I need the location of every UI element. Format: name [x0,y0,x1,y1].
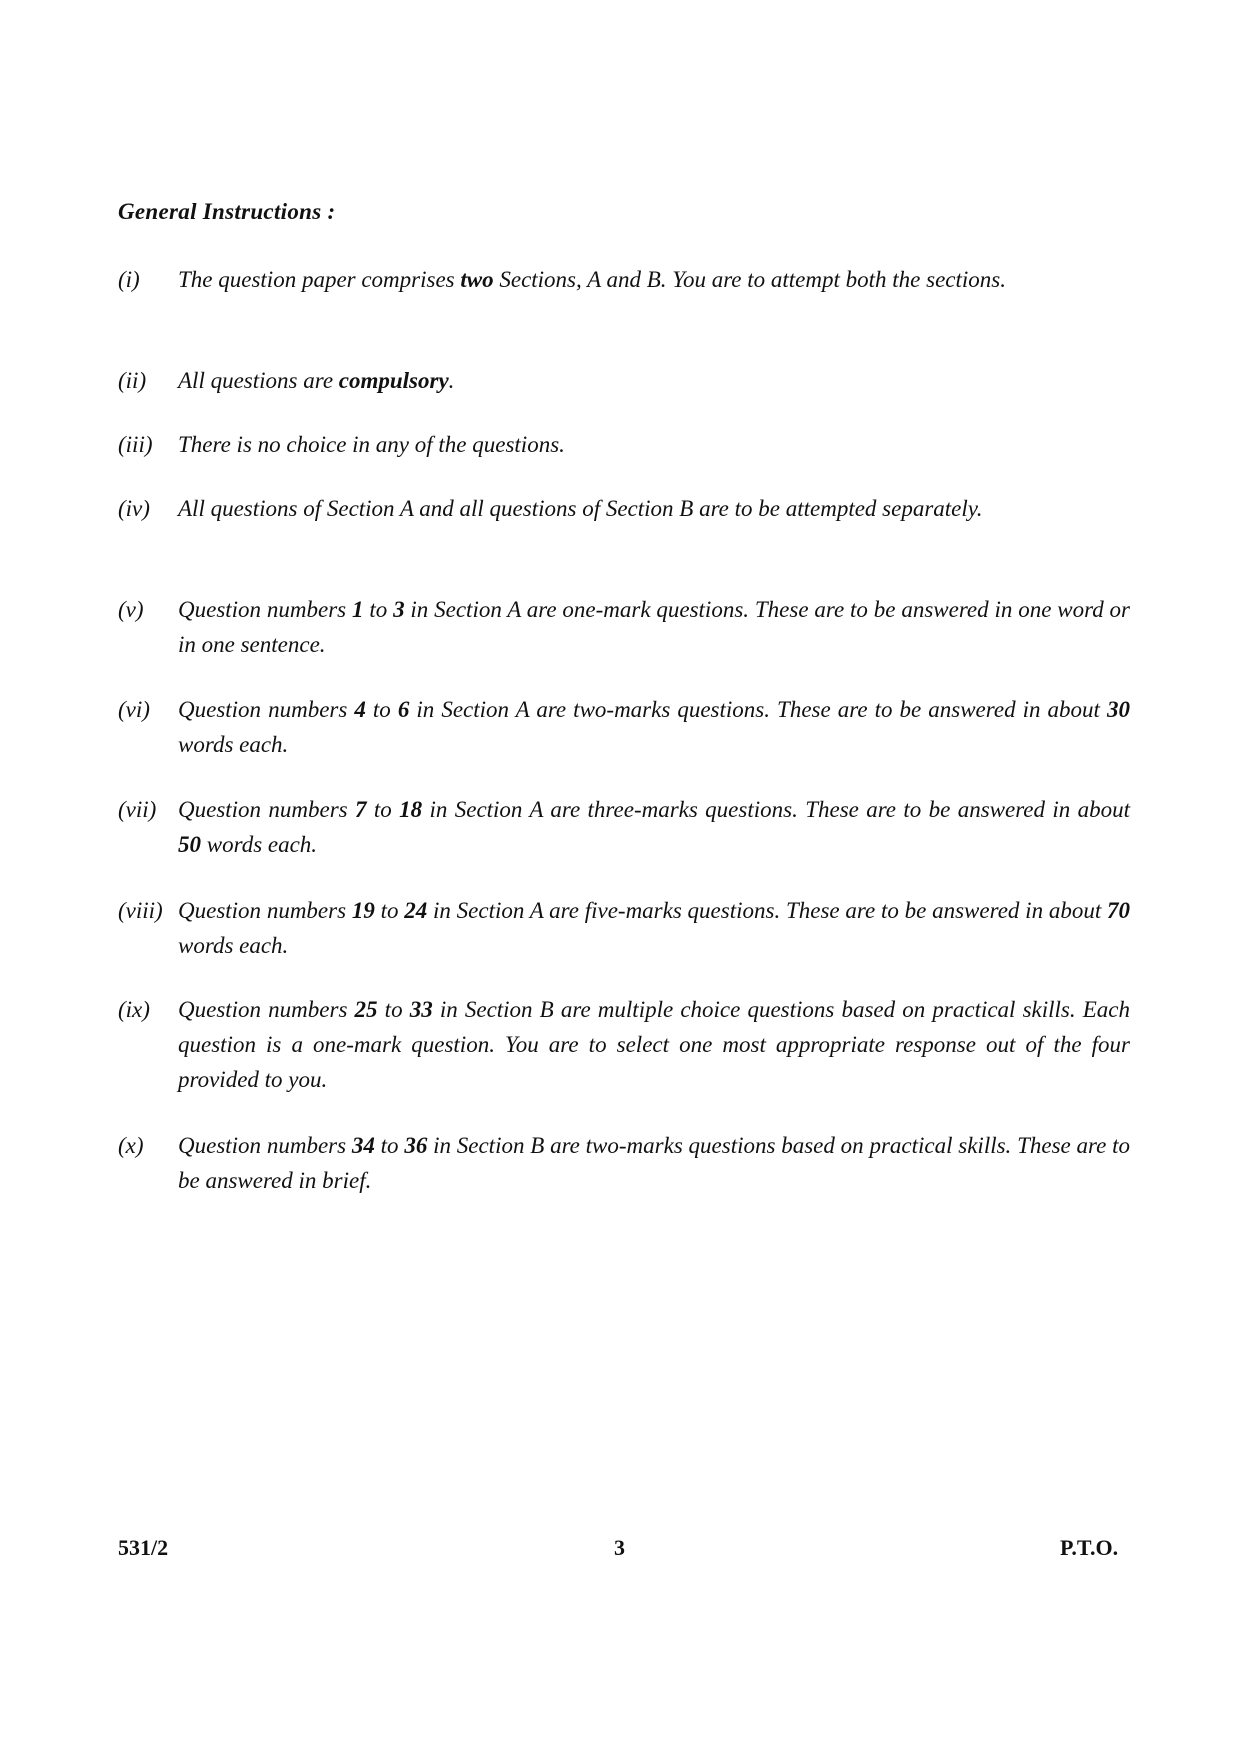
emphasis-text: 19 [351,898,375,923]
emphasis-text: 3 [393,597,405,622]
emphasis-text: 70 [1107,898,1130,923]
instruction-item [118,363,1130,398]
instruction-text [178,1128,1130,1198]
instruction-text [178,262,1130,297]
text-segment: Question numbers [178,997,355,1022]
text-segment: words each. [178,933,289,958]
emphasis-text: 50 [178,832,201,857]
text-segment: The question paper comprises [178,267,461,292]
instruction-text [178,792,1130,862]
instruction-text [178,427,1130,462]
instruction-number: (viii) [118,898,163,923]
instruction-text [178,992,1130,1097]
text-segment: to [363,597,394,622]
page-number: 3 [614,1535,625,1560]
instruction-text [178,592,1130,662]
instruction-item [118,992,1130,1097]
text-segment: to [374,1133,405,1158]
text-segment: to [365,697,398,722]
text-segment: All questions of Section A and all questions of Section B are to be attempted separately. [178,496,983,521]
text-segment: All questions are [178,368,339,393]
instruction-item [118,491,1130,526]
emphasis-text: 1 [351,597,364,622]
text-segment: in Section B are multiple choice questions based on practical skills. Each question is a one-mark question. You are to select one most appropriate response out of the four provided to you. [178,997,1130,1092]
instruction-number: (vi) [118,697,150,722]
emphasis-text: 7 [355,797,367,822]
text-segment: Question numbers [178,1133,352,1158]
emphasis-text: 24 [404,898,428,923]
emphasis-text: compulsory [338,368,449,393]
instruction-number: (ix) [118,997,150,1022]
instruction-item [118,893,1130,963]
instruction-item [118,1128,1130,1198]
text-segment: to [366,797,400,822]
text-segment: . [448,368,455,393]
instruction-item [118,692,1130,762]
instruction-number: (iii) [118,432,153,457]
instruction-number: (i) [118,267,140,292]
text-segment: in Section A are one-mark questions. These are to be answered in one word or in one sentence. [178,597,1131,657]
instruction-text [178,692,1130,762]
text-segment: to [377,997,410,1022]
text-segment: Question numbers [178,697,355,722]
emphasis-text: 18 [399,797,423,822]
text-segment: words each. [178,732,289,757]
general-instructions-heading: General Instructions : [118,199,336,224]
emphasis-text: 4 [354,697,366,722]
text-segment: Question numbers [178,597,352,622]
text-segment: Question numbers [178,797,355,822]
emphasis-text: 6 [397,697,410,722]
instruction-item [118,592,1130,662]
paper-code: 531/2 [118,1535,169,1560]
instruction-number: (ii) [118,368,147,393]
emphasis-text: 30 [1107,697,1130,722]
instruction-text [178,893,1130,963]
text-segment: in Section A are three-marks questions. These are to be answered in about [422,797,1131,822]
instruction-number: (vii) [118,797,157,822]
instruction-item [118,262,1130,297]
emphasis-text: two [460,267,494,292]
text-segment: words each. [201,832,318,857]
text-segment: to [374,898,405,923]
instruction-number: (iv) [118,496,150,521]
pto-label: P.T.O. [1060,1535,1119,1560]
text-segment: in Section A are five-marks questions. These are to be answered in about [427,898,1107,923]
emphasis-text: 25 [354,997,378,1022]
emphasis-text: 36 [404,1133,428,1158]
instruction-number: (x) [118,1133,144,1158]
emphasis-text: 33 [409,997,433,1022]
text-segment: Question numbers [178,898,352,923]
instruction-text [178,491,1130,526]
emphasis-text: 34 [351,1133,375,1158]
instruction-item [118,427,1130,462]
text-segment: in Section B are two-marks questions based on practical skills. These are to be answered in brief. [178,1133,1131,1193]
instruction-text [178,363,1130,398]
text-segment: in Section A are two-marks questions. These are to be answered in about [409,697,1107,722]
instruction-number: (v) [118,597,144,622]
text-segment: Sections, A and B. You are to attempt both the sections. [493,267,1006,292]
instruction-item [118,792,1130,862]
text-segment: There is no choice in any of the questions. [178,432,565,457]
